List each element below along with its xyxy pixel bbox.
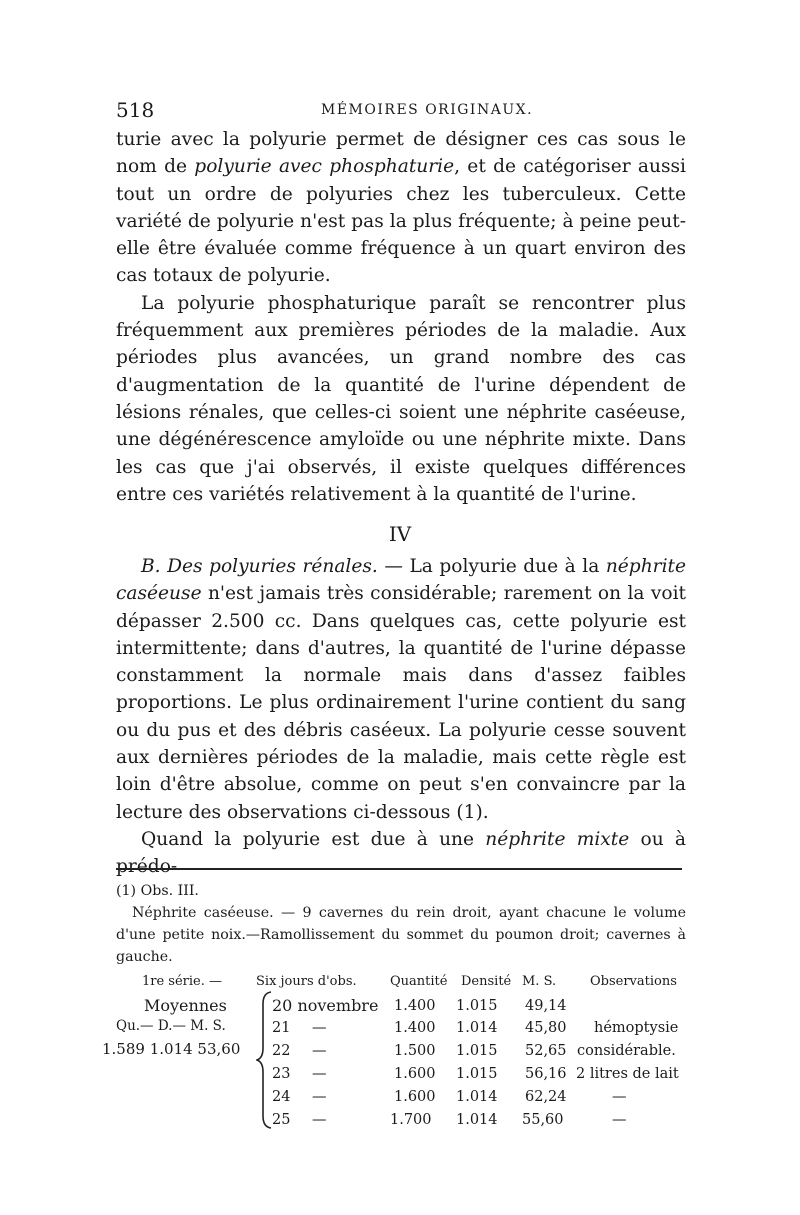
page-number: 518 <box>116 98 155 122</box>
footnote-text: Néphrite caséeuse. — 9 cavernes du rein droit, ayant chacune le volume d'une petite noix.—Ramollissement du sommet du poumon droit; cavernes à gauche. <box>116 905 686 965</box>
col-header-densite: Densité <box>461 974 512 989</box>
body-text-top <box>116 126 686 508</box>
footnote <box>116 880 686 968</box>
cell-day: 20 novembre <box>272 996 379 1015</box>
italic-term: polyurie avec phosphaturie <box>194 156 455 178</box>
section-label: B. <box>141 556 161 577</box>
text-run: Quand la polyurie est due à une <box>141 828 486 850</box>
paragraph-phosphaturique: La polyurie phosphaturique paraît se rencontrer plus fréquemment aux premières périodes de la maladie. Aux périodes plus avancées, un grand nombre des cas d'augmentation de la quantité de l'urine dépendent de lésions rénales, que celles-ci soient une néphrite caséeuse, une dégénérescence amyloïde ou une néphrite mixte. Dans les cas que j'ai observés, il existe quelques différences entre ces variétés relativement à la quantité de l'urine. <box>116 292 686 505</box>
text-run: ou à prédo- <box>116 828 687 878</box>
cell-quantite: 1.600 <box>394 1066 436 1082</box>
col-header-observations: Observations <box>590 974 677 989</box>
cell-ms: 49,14 <box>525 998 567 1014</box>
section-heading: IV <box>388 522 412 546</box>
cell-dash: — <box>312 1112 327 1128</box>
italic-term: néphrite mixte <box>485 828 630 850</box>
cell-day: 21 <box>272 1020 291 1036</box>
cell-ms: 45,80 <box>525 1020 567 1036</box>
cell-quantite: 1.600 <box>394 1089 436 1105</box>
text-run: , et de catégoriser aussi tout un ordre de polyuries chez les tuberculeux. Cette variété de polyurie n'est pas la plus fréquente; à peine peut-elle être évaluée comme fréquence à un quart environ des cas totaux de polyurie. <box>116 156 686 287</box>
col-header-ms: M. S. <box>522 974 557 989</box>
body-text-bottom <box>116 553 686 881</box>
section-title: Des polyuries rénales. <box>167 556 378 577</box>
paragraph-polyuries-renales <box>116 553 686 826</box>
observation-table <box>100 972 700 1132</box>
cell-ms: 56,16 <box>525 1066 567 1082</box>
footnote-ref: (1) Obs. III. <box>116 883 199 899</box>
summary-headers: Qu.— D.— M. S. <box>116 1018 226 1034</box>
text-run: turie avec la polyurie permet de désigner ces cas sous le nom de <box>116 129 686 178</box>
moyennes-label: Moyennes <box>144 996 227 1015</box>
italic-term: néphrite caséeuse <box>116 556 686 605</box>
cell-obs: — <box>612 1089 627 1105</box>
paragraph-continuation <box>116 126 686 290</box>
cell-densite: 1.015 <box>456 1043 498 1059</box>
cell-densite: 1.014 <box>456 1089 498 1105</box>
cell-day: 22 <box>272 1043 291 1059</box>
cell-obs: considérable. <box>577 1043 676 1059</box>
text-run: — La polyurie due à la <box>377 556 606 577</box>
cell-densite: 1.015 <box>456 1066 498 1082</box>
curly-brace <box>256 990 274 1130</box>
cell-day: 23 <box>272 1066 291 1082</box>
cell-obs: 2 litres de lait <box>576 1066 679 1082</box>
cell-ms: 62,24 <box>525 1089 567 1105</box>
running-title: MÉMOIRES ORIGINAUX. <box>321 102 534 118</box>
cell-densite: 1.014 <box>456 1020 498 1036</box>
cell-obs: hémoptysie <box>594 1020 679 1036</box>
footnote-rule <box>116 868 682 870</box>
cell-ms: 55,60 <box>522 1112 564 1128</box>
cell-obs: — <box>612 1112 627 1128</box>
cell-dash: — <box>312 1020 327 1036</box>
paragraph-nephrite-mixte <box>116 826 686 881</box>
col-header-quantite: Quantité <box>390 974 448 989</box>
col-header-days: Six jours d'obs. <box>256 974 357 989</box>
cell-quantite: 1.400 <box>394 1020 436 1036</box>
cell-dash: — <box>312 1043 327 1059</box>
cell-ms: 52,65 <box>525 1043 567 1059</box>
cell-quantite: 1.500 <box>394 1043 436 1059</box>
cell-day: 25 <box>272 1112 291 1128</box>
cell-dash: — <box>312 1066 327 1082</box>
cell-densite: 1.014 <box>456 1112 498 1128</box>
cell-densite: 1.015 <box>456 998 498 1014</box>
text-run: n'est jamais très considérable; rarement on la voit dépasser 2.500 cc. Dans quelques cas, cette polyurie est intermittente; dans d'autres, la quantité de l'urine dépasse constamment la normale mais dans d'assez faibles proportions. Le plus ordinairement l'urine contient du sang ou du pus et des débris caséeux. La polyurie cesse souvent aux dernières périodes de la maladie, mais cette règle est loin d'être absolue, comme on peut s'en convaincre par la lecture des observations ci-dessous (1). <box>116 583 686 823</box>
series-label: 1re série. — <box>142 974 223 989</box>
page-header <box>116 98 686 126</box>
cell-day: 24 <box>272 1089 291 1105</box>
cell-quantite: 1.700 <box>390 1112 432 1128</box>
summary-values: 1.589 1.014 53,60 <box>102 1040 241 1058</box>
cell-quantite: 1.400 <box>394 998 436 1014</box>
cell-dash: — <box>312 1089 327 1105</box>
